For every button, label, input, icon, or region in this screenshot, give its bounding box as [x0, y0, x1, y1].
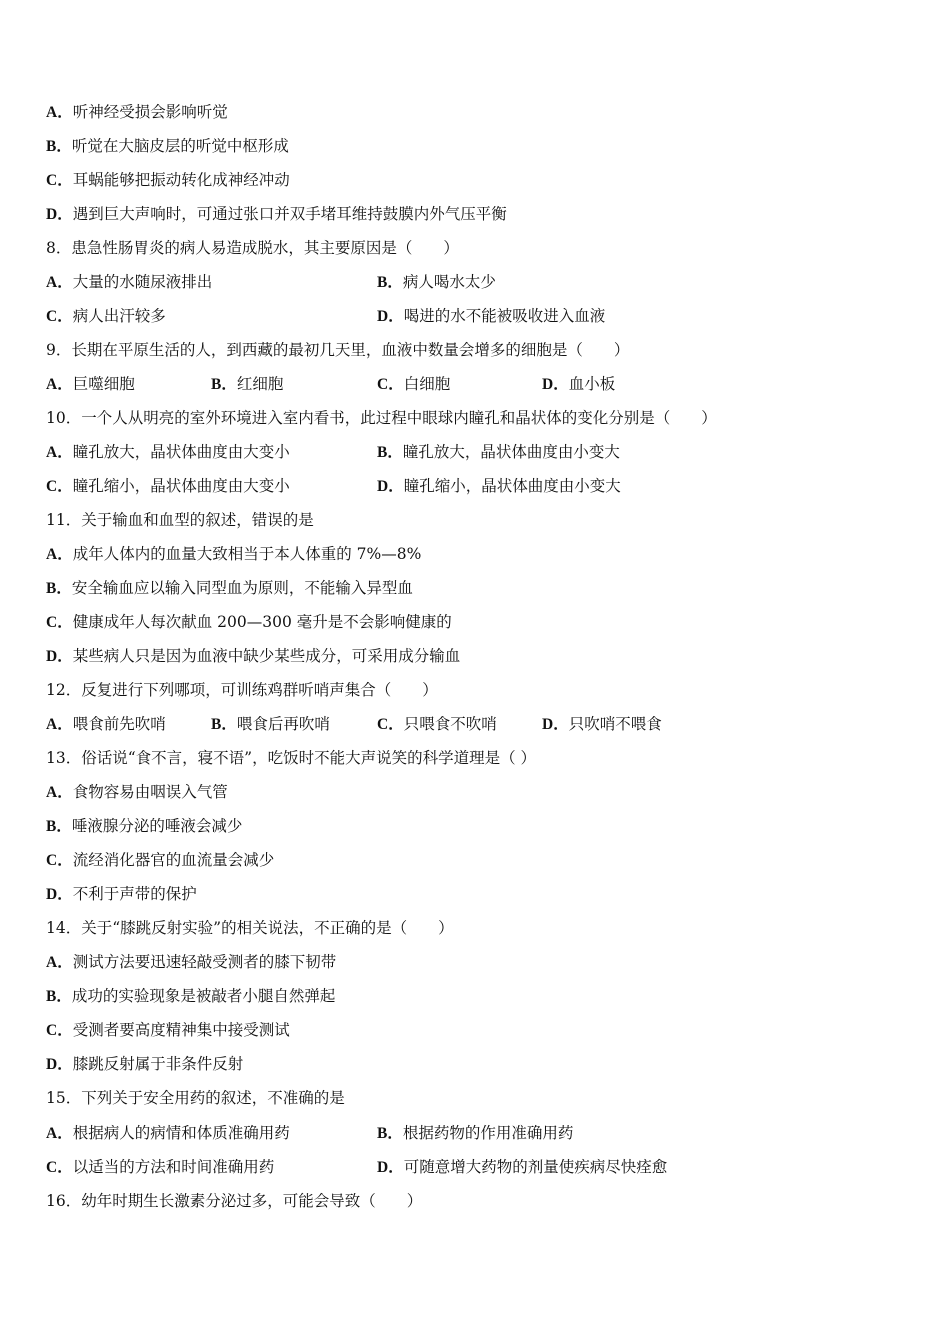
q11-stem: 11．关于输血和血型的叙述，错误的是 [46, 511, 314, 529]
q14-option-d: D．膝跳反射属于非条件反射 [46, 1055, 244, 1073]
q7-option-d: D．遇到巨大声响时，可通过张口并双手堵耳维持鼓膜内外气压平衡 [46, 205, 507, 223]
q13-option-a: A．食物容易由咽误入气管 [46, 783, 228, 801]
q15-option-a: A．根据病人的病情和体质准确用药 [46, 1124, 290, 1142]
q12-option-a: A．喂食前先吹哨 [46, 715, 166, 733]
q9-stem: 9．长期在平原生活的人，到西藏的最初几天里，血液中数量会增多的细胞是（ ） [46, 341, 630, 359]
q10-option-b: B．瞳孔放大，晶状体曲度由小变大 [377, 443, 620, 461]
q10-option-a: A．瞳孔放大，晶状体曲度由大变小 [46, 443, 290, 461]
q10-option-c: C．瞳孔缩小，晶状体曲度由大变小 [46, 477, 290, 495]
q13-stem: 13．俗话说“食不言，寝不语”，吃饭时不能大声说笑的科学道理是（ ） [46, 749, 537, 767]
q9-option-c: C．白细胞 [377, 375, 451, 393]
q11-option-c: C．健康成年人每次献血 200—300 毫升是不会影响健康的 [46, 613, 452, 631]
q15-stem: 15．下列关于安全用药的叙述，不准确的是 [46, 1089, 345, 1107]
q7-option-c: C．耳蜗能够把振动转化成神经冲动 [46, 171, 290, 189]
q13-option-b: B．唾液腺分泌的唾液会减少 [46, 817, 243, 835]
q12-stem: 12．反复进行下列哪项，可训练鸡群听哨声集合（ ） [46, 681, 438, 699]
q7-option-a: A．听神经受损会影响听觉 [46, 103, 228, 121]
q15-option-b: B．根据药物的作用准确用药 [377, 1124, 574, 1142]
q16-stem: 16．幼年时期生长激素分泌过多，可能会导致（ ） [46, 1192, 423, 1210]
q8-option-a: A．大量的水随尿液排出 [46, 273, 213, 291]
q9-option-a: A．巨噬细胞 [46, 375, 135, 393]
q12-option-c: C．只喂食不吹哨 [377, 715, 497, 733]
q10-option-d: D．瞳孔缩小，晶状体曲度由小变大 [377, 477, 621, 495]
q15-option-d: D．可随意增大药物的剂量使疾病尽快痊愈 [377, 1158, 668, 1176]
q9-option-d: D．血小板 [542, 375, 616, 393]
q12-option-b: B．喂食后再吹哨 [211, 715, 330, 733]
q13-option-c: C．流经消化器官的血流量会减少 [46, 851, 275, 869]
q14-option-c: C．受测者要高度精神集中接受测试 [46, 1021, 290, 1039]
q13-option-d: D．不利于声带的保护 [46, 885, 197, 903]
q14-option-a: A．测试方法要迅速轻敲受测者的膝下韧带 [46, 953, 337, 971]
q8-stem: 8．患急性肠胃炎的病人易造成脱水，其主要原因是（ ） [46, 239, 459, 257]
q11-option-a: A．成年人体内的血量大致相当于本人体重的 7%—8% [46, 545, 422, 563]
q9-option-b: B．红细胞 [211, 375, 284, 393]
q14-option-b: B．成功的实验现象是被敲者小腿自然弹起 [46, 987, 336, 1005]
q11-option-d: D．某些病人只是因为血液中缺少某些成分，可采用成分输血 [46, 647, 461, 665]
q7-option-b: B．听觉在大脑皮层的听觉中枢形成 [46, 137, 289, 155]
q8-option-b: B．病人喝水太少 [377, 273, 496, 291]
q14-stem: 14．关于“膝跳反射实验”的相关说法，不正确的是（ ） [46, 919, 454, 937]
q15-option-c: C．以适当的方法和时间准确用药 [46, 1158, 275, 1176]
q8-option-c: C．病人出汗较多 [46, 307, 166, 325]
q8-option-d: D．喝进的水不能被吸收进入血液 [377, 307, 606, 325]
q12-option-d: D．只吹哨不喂食 [542, 715, 662, 733]
q10-stem: 10．一个人从明亮的室外环境进入室内看书，此过程中眼球内瞳孔和晶状体的变化分别是（ ） [46, 409, 717, 427]
q11-option-b: B．安全输血应以输入同型血为原则，不能输入异型血 [46, 579, 413, 597]
